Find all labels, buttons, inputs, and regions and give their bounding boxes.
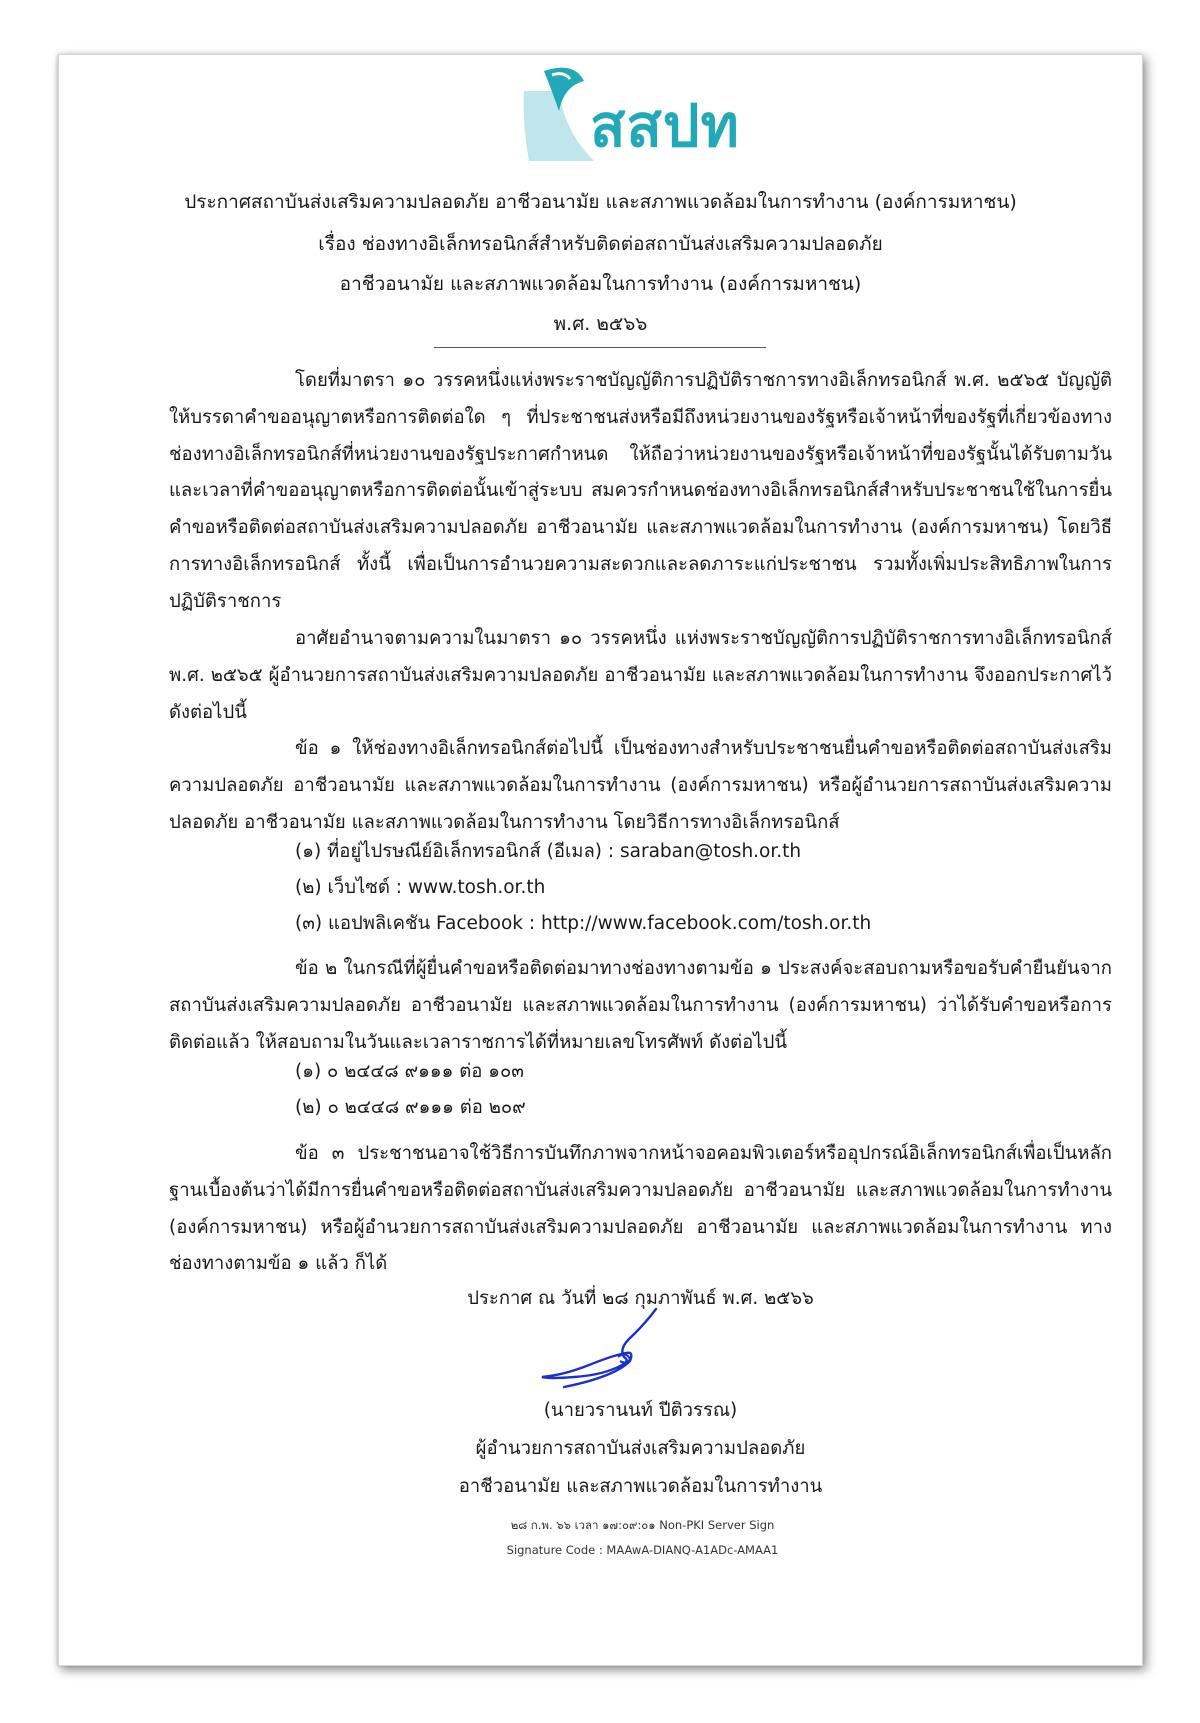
clause-2: ข้อ ๒ ในกรณีที่ผู้ยื่นคำขอหรือติดต่อมาทางช่องทางตามข้อ ๑ ประสงค์จะสอบถามหรือขอรับคำยืนยันจากสถาบันส่งเสริมความปลอดภัย อาชีวอนามัย และสภาพแวดล้อมในการทำงาน (องค์การมหาชน) ว่าได้รับคำขอหรือการติดต่อแล้ว ให้สอบถามในวันและเวลาราชการได้ที่หมายเลขโทรศัพท์ ดังต่อไปนี้ [169, 958, 1112, 1053]
phone-1: (๑) ๐ ๒๔๔๘ ๙๑๑๑ ต่อ ๑๐๓ [295, 1061, 524, 1082]
clause-1: ข้อ ๑ ให้ช่องทางอิเล็กทรอนิกส์ต่อไปนี้ เป็นช่องทางสำหรับประชาชนยื่นคำขอหรือติดต่อสถาบันส่งเสริมความปลอดภัย อาชีวอนามัย และสภาพแวดล้อมในการทำงาน (องค์การมหาชน) หรือผู้อำนวยการสถาบันส่งเสริมความปลอดภัย อาชีวอนามัย และสภาพแวดล้อมในการทำงาน โดยวิธีการทางอิเล็กทรอนิกส์ [169, 738, 1112, 833]
heading-divider [434, 347, 766, 348]
signer-position-1: ผู้อำนวยการสถาบันส่งเสริมความปลอดภัย [475, 1438, 806, 1459]
heading-line-1: ประกาศสถาบันส่งเสริมความปลอดภัย อาชีวอนามัย และสภาพแวดล้อมในการทำงาน (องค์การมหาชน) [184, 191, 1017, 213]
signer-name: (นายวรานนท์ ปีติวรรณ) [543, 1400, 738, 1421]
paragraph-1: โดยที่มาตรา ๑๐ วรรคหนึ่งแห่งพระราชบัญญัติการปฏิบัติราชการทางอิเล็กทรอนิกส์ พ.ศ. ๒๕๖๕ บัญญัติให้บรรดาคำขออนุญาตหรือการติดต่อใด ๆ ที่ประชาชนส่งหรือมีถึงหน่วยงานของรัฐหรือเจ้าหน้าที่ของรัฐที่เกี่ยวข้องทางช่องทางอิเล็กทรอนิกส์ที่หน่วยงานของรัฐประกาศกำหนด ให้ถือว่าหน่วยงานของรัฐหรือเจ้าหน้าที่ของรัฐนั้นได้รับตามวันและเวลาที่คำขออนุญาตหรือการติดต่อนั้นเข้าสู่ระบบ สมควรกำหนดช่องทางอิเล็กทรอนิกส์สำหรับประชาชนใช้ในการยื่นคำขอหรือติดต่อสถาบันส่งเสริมความปลอดภัย อาชีวอนามัย และสภาพแวดล้อมในการทำงาน (องค์การมหาชน) โดยวิธีการทางอิเล็กทรอนิกส์ ทั้งนี้ เพื่อเป็นการอำนวยความสะดวกและลดภาระแก่ประชาชน รวมทั้งเพิ่มประสิทธิภาพในการปฏิบัติราชการ [169, 370, 1112, 612]
announcement-date: ประกาศ ณ วันที่ ๒๘ กุมภาพันธ์ พ.ศ. ๒๕๖๖ [467, 1288, 814, 1309]
phone-2: (๒) ๐ ๒๔๔๘ ๙๑๑๑ ต่อ ๒๐๙ [295, 1097, 526, 1118]
logo-text: สสปท [590, 92, 740, 160]
signature-image [534, 1305, 674, 1391]
heading-line-3: อาชีวอนามัย และสภาพแวดล้อมในการทำงาน (องค์การมหาชน) [339, 273, 862, 295]
signature-code: Signature Code : MAAwA-DIANQ-A1ADc-AMAA1 [506, 1543, 779, 1557]
heading-line-2: เรื่อง ช่องทางอิเล็กทรอนิกส์สำหรับติดต่อสถาบันส่งเสริมความปลอดภัย [318, 233, 883, 255]
signer-position-2: อาชีวอนามัย และสภาพแวดล้อมในการทำงาน [458, 1476, 823, 1497]
paragraph-2: อาศัยอำนาจตามความในมาตรา ๑๐ วรรคหนึ่ง แห่งพระราชบัญญัติการปฏิบัติราชการทางอิเล็กทรอนิกส์ พ.ศ. ๒๕๖๕ ผู้อำนวยการสถาบันส่งเสริมความปลอดภัย อาชีวอนามัย และสภาพแวดล้อมในการทำงาน จึงออกประกาศไว้ ดังต่อไปนี้ [169, 628, 1112, 723]
signature-icon [534, 1305, 674, 1391]
document-page [58, 54, 1143, 1666]
clause-3: ข้อ ๓ ประชาชนอาจใช้วิธีการบันทึกภาพจากหน้าจอคอมพิวเตอร์หรืออุปกรณ์อิเล็กทรอนิกส์เพื่อเป็นหลักฐานเบื้องต้นว่าได้มีการยื่นคำขอหรือติดต่อสถาบันส่งเสริมความปลอดภัย อาชีวอนามัย และสภาพแวดล้อมในการทำงาน (องค์การมหาชน) หรือผู้อำนวยการสถาบันส่งเสริมความปลอดภัย อาชีวอนามัย และสภาพแวดล้อมในการทำงาน ทางช่องทางตามข้อ ๑ แล้ว ก็ได้ [169, 1143, 1112, 1275]
heading-year: พ.ศ. ๒๕๖๖ [553, 313, 648, 335]
tosh-logo [504, 61, 740, 173]
channel-website: (๒) เว็บไซต์ : www.tosh.or.th [295, 877, 546, 898]
channel-email: (๑) ที่อยู่ไปรษณีย์อิเล็กทรอนิกส์ (อีเมล) : saraban@tosh.or.th [295, 841, 802, 862]
sign-timestamp: ๒๘ ก.พ. ๖๖ เวลา ๑๗:๐๙:๐๑ Non-PKI Server Sign [510, 1518, 775, 1532]
channel-facebook: (๓) แอปพลิเคชัน Facebook : http://www.facebook.com/tosh.or.th [295, 913, 872, 934]
